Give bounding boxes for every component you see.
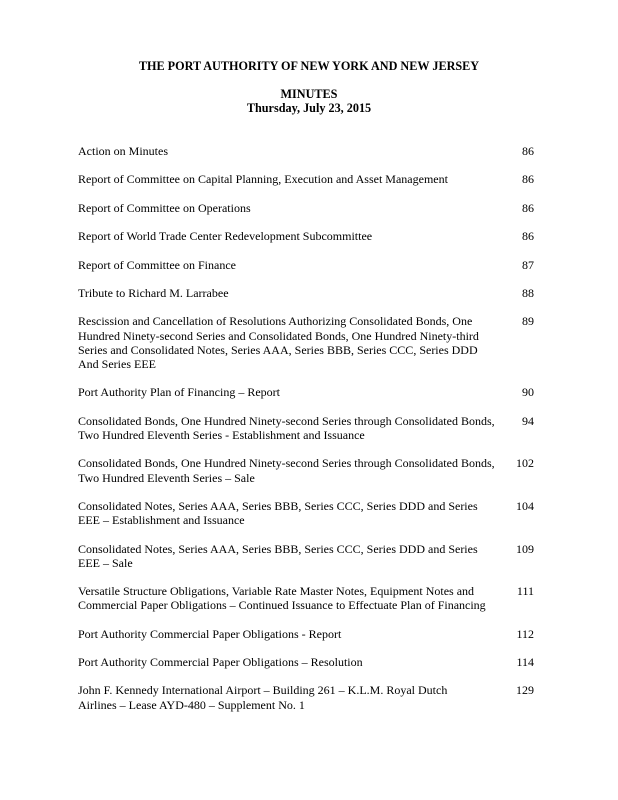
toc-entry-page: 129 <box>516 683 534 698</box>
toc-entry <box>78 627 534 641</box>
toc-entry-title: Consolidated Notes, Series AAA, Series BBB, Series CCC, Series DDD and Series EEE – Establishment and Issuance <box>78 498 478 528</box>
toc-entry-title: Tribute to Richard M. Larrabee <box>78 285 229 300</box>
toc-entry <box>78 385 534 399</box>
toc-entry-title: Consolidated Bonds, One Hundred Ninety-second Series through Consolidated Bonds, Two Hundred Eleventh Series – Sale <box>78 456 495 485</box>
toc-entry-page: 86 <box>522 172 534 187</box>
toc-entry-page: 112 <box>516 626 534 641</box>
toc-entry-page: 90 <box>522 385 534 400</box>
toc-entry <box>78 314 534 371</box>
toc-entry-page: 104 <box>516 498 534 513</box>
toc-entry <box>78 172 534 186</box>
toc-entry-page: 94 <box>522 413 534 428</box>
minutes-date: Thursday, July 23, 2015 <box>246 101 372 115</box>
toc-entry-title: Report of World Trade Center Redevelopment Subcommittee <box>78 229 373 244</box>
toc-entry-page: 86 <box>522 200 534 215</box>
table-of-contents <box>78 144 534 712</box>
toc-entry <box>78 229 534 243</box>
toc-entry-page: 89 <box>522 314 534 329</box>
toc-entry <box>78 683 534 711</box>
toc-entry-title: Action on Minutes <box>78 144 168 158</box>
toc-entry-title: Report of Committee on Operations <box>78 200 251 215</box>
toc-entry <box>78 456 534 484</box>
toc-entry-page: 88 <box>522 285 534 300</box>
toc-entry-page: 86 <box>522 229 534 244</box>
toc-entry-page: 87 <box>522 257 534 272</box>
toc-entry <box>78 584 534 612</box>
toc-entry <box>78 201 534 215</box>
toc-entry-page: 109 <box>516 541 534 556</box>
minutes-title: MINUTES <box>280 87 338 101</box>
toc-entry-title: Consolidated Bonds, One Hundred Ninety-second Series through Consolidated Bonds, Two Hundred Eleventh Series - Establishment and Issuance <box>78 413 495 442</box>
toc-entry <box>78 655 534 669</box>
toc-entry-title: Port Authority Plan of Financing – Report <box>78 385 280 400</box>
toc-entry-title: Report of Committee on Capital Planning, Execution and Asset Management <box>78 172 448 187</box>
toc-entry-page: 114 <box>516 655 534 670</box>
toc-entry <box>78 286 534 300</box>
toc-entry-page: 111 <box>516 584 534 599</box>
toc-entry <box>78 542 534 570</box>
toc-entry-title: Report of Committee on Finance <box>78 257 236 272</box>
toc-entry-title: John F. Kennedy International Airport – Building 261 – K.L.M. Royal Dutch Airlines – Lease AYD-480 – Supplement No. 1 <box>78 683 448 712</box>
toc-entry-title: Rescission and Cancellation of Resolutions Authorizing Consolidated Bonds, One Hundred Ninety-second Series and Consolidated Bonds, One Hundred Ninety-third Series and Consolidated Notes, Series AAA, Series BBB, Series CCC, Series DDD And Series EEE <box>78 314 479 371</box>
organization-title: THE PORT AUTHORITY OF NEW YORK AND NEW JERSEY <box>138 59 480 73</box>
toc-entry-title: Consolidated Notes, Series AAA, Series BBB, Series CCC, Series DDD and Series EEE – Sale <box>78 541 478 570</box>
toc-entry-title: Port Authority Commercial Paper Obligations – Resolution <box>78 655 363 670</box>
toc-entry-page: 102 <box>516 456 534 471</box>
toc-entry-title: Versatile Structure Obligations, Variable Rate Master Notes, Equipment Notes and Commercial Paper Obligations – Continued Issuance to Effectuate Plan of Financing <box>78 584 486 613</box>
toc-entry <box>78 414 534 442</box>
toc-entry <box>78 499 534 527</box>
toc-entry-title: Port Authority Commercial Paper Obligations - Report <box>78 626 342 641</box>
toc-entry-page: 86 <box>522 144 534 158</box>
toc-entry <box>78 144 534 158</box>
toc-entry <box>78 258 534 272</box>
